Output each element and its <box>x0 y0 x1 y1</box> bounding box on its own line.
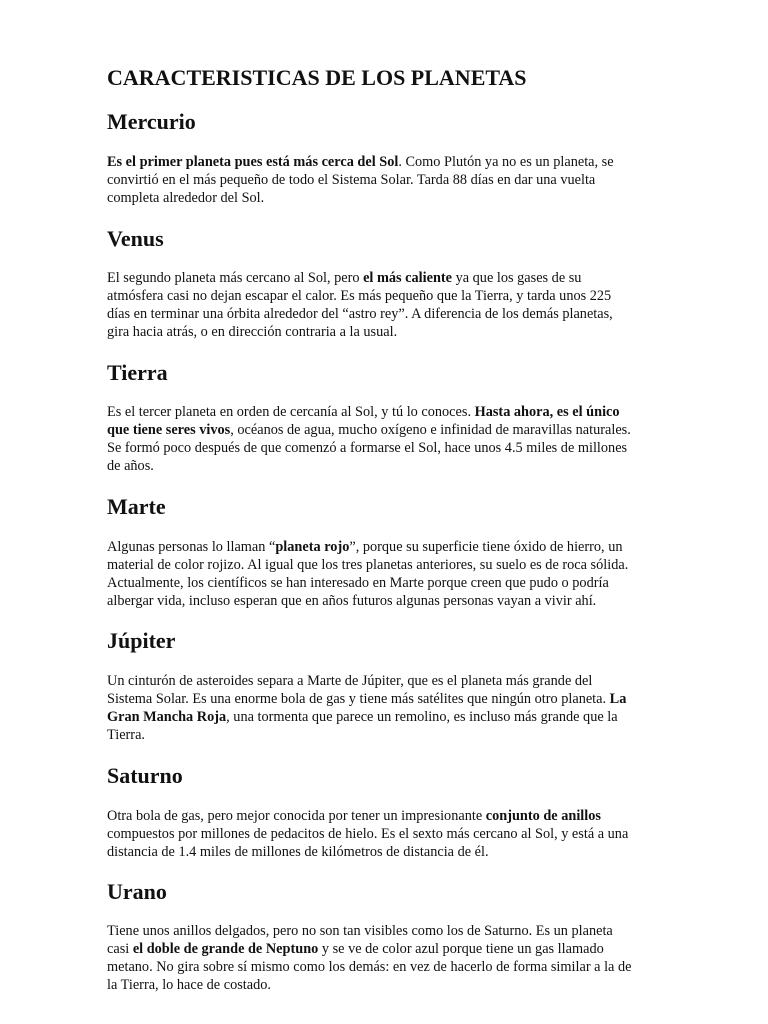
paragraph-marte <box>107 538 667 610</box>
bold-text-run: conjunto de anillos <box>485 808 601 824</box>
text-run: la Tierra, lo hace de costado. <box>107 977 271 994</box>
text-run: Es el tercer planeta en orden de cercanía al Sol, y tú lo conoces. <box>107 404 475 420</box>
paragraph-saturno <box>107 807 667 861</box>
text-run: atmósfera casi no dejan escapar el calor. Es más pequeño que la Tierra, y tarda unos 225 <box>107 288 612 305</box>
paragraph-line <box>107 726 667 744</box>
text-run: , océanos de agua, mucho oxígeno e infinidad de maravillas naturales. <box>230 422 631 439</box>
paragraph-line <box>107 171 667 189</box>
paragraph-urano <box>107 922 667 994</box>
text-run: y se ve de color azul porque tiene un gas llamado <box>318 941 604 958</box>
heading-venus: Venus <box>107 226 164 251</box>
heading-tierra: Tierra <box>107 360 168 385</box>
paragraph-line <box>107 538 667 556</box>
text-run: , una tormenta que parece un remolino, es incluso más grande que la <box>226 709 618 726</box>
text-run: días en terminar una órbita alrededor del “astro rey”. A diferencia de los demás planetas, <box>107 306 613 323</box>
text-run: compuestos por millones de pedacitos de hielo. Es el sexto más cercano al Sol, y está a una <box>107 826 629 843</box>
text-run: distancia de 1.4 miles de millones de kilómetros de distancia de él. <box>107 844 489 861</box>
paragraph-line <box>107 958 667 976</box>
bold-text-run: el doble de grande de Neptuno <box>132 941 319 958</box>
text-run: Tierra. <box>107 727 145 744</box>
heading-jupiter: Júpiter <box>107 628 176 653</box>
text-run: albergar vida, incluso esperan que en años futuros algunas personas vayan a vivir ahí. <box>107 593 597 610</box>
text-run: Un cinturón de asteroides separa a Marte de Júpiter, que es el planeta más grande del <box>107 673 593 689</box>
paragraph-line <box>107 323 667 341</box>
text-run: . Como Plutón ya no es un planeta, se <box>398 154 614 170</box>
paragraph-line <box>107 556 667 574</box>
text-run: ”, porque su superficie tiene óxido de hierro, un <box>349 539 623 555</box>
bold-text-run: planeta rojo <box>275 539 350 555</box>
text-run: material de color rojizo. Al igual que los tres planetas anteriores, su suelo es de roca sólida. <box>107 557 629 574</box>
paragraph-line <box>107 592 667 610</box>
bold-text-run: Es el primer planeta pues está más cerca del Sol <box>107 154 399 170</box>
text-run: ya que los gases de su <box>452 270 582 286</box>
paragraph-line <box>107 439 667 457</box>
paragraph-mercurio <box>107 153 667 207</box>
text-run: El segundo planeta más cercano al Sol, pero <box>107 270 364 286</box>
paragraph-line <box>107 189 667 207</box>
text-run: Algunas personas lo llaman “ <box>107 539 276 555</box>
paragraph-line <box>107 825 667 843</box>
paragraph-line <box>107 457 667 475</box>
paragraph-line <box>107 690 667 708</box>
text-run: Actualmente, los científicos se han interesado en Marte porque creen que pudo o podría <box>107 575 609 592</box>
text-run: metano. No gira sobre sí mismo como los demás: en vez de hacerlo de forma similar a la de <box>107 959 632 976</box>
bold-text-run: Gran Mancha Roja <box>107 709 227 726</box>
text-run: de años. <box>107 458 154 475</box>
bold-text-run: que tiene seres vivos <box>107 422 231 439</box>
text-run: Otra bola de gas, pero mejor conocida por tener un impresionante <box>107 808 486 824</box>
heading-mercurio: Mercurio <box>107 109 196 134</box>
paragraph-line <box>107 574 667 592</box>
paragraph-line <box>107 672 667 690</box>
paragraph-jupiter <box>107 672 667 744</box>
paragraph-line <box>107 940 667 958</box>
text-run: completa alrededor del Sol. <box>107 190 265 207</box>
text-run: casi <box>107 941 133 958</box>
paragraph-line <box>107 843 667 861</box>
document-title: CARACTERISTICAS DE LOS PLANETAS <box>107 65 527 90</box>
paragraph-line <box>107 403 667 421</box>
paragraph-venus <box>107 269 667 341</box>
paragraph-line <box>107 269 667 287</box>
paragraph-line <box>107 305 667 323</box>
paragraph-line <box>107 976 667 994</box>
text-run: Tiene unos anillos delgados, pero no son tan visibles como los de Saturno. Es un planeta <box>107 923 613 939</box>
heading-saturno: Saturno <box>107 763 183 788</box>
text-run: gira hacia atrás, o en dirección contraria a la usual. <box>107 324 398 341</box>
text-run: Se formó poco después de que comenzó a formarse el Sol, hace unos 4.5 miles de millones <box>107 440 628 457</box>
bold-text-run: el más caliente <box>363 270 453 286</box>
paragraph-line <box>107 807 667 825</box>
paragraph-tierra <box>107 403 667 475</box>
text-run: Sistema Solar. Es una enorme bola de gas y tiene más satélites que ningún otro planeta. <box>107 691 610 708</box>
paragraph-line <box>107 922 667 940</box>
heading-urano: Urano <box>107 879 167 904</box>
paragraph-line <box>107 708 667 726</box>
bold-text-run: La <box>609 691 627 708</box>
bold-text-run: Hasta ahora, es el único <box>474 404 620 420</box>
text-run: convirtió en el más pequeño de todo el Sistema Solar. Tarda 88 días en dar una vuelta <box>107 172 596 189</box>
paragraph-line <box>107 287 667 305</box>
heading-marte: Marte <box>107 494 166 519</box>
paragraph-line <box>107 421 667 439</box>
paragraph-line <box>107 153 667 171</box>
